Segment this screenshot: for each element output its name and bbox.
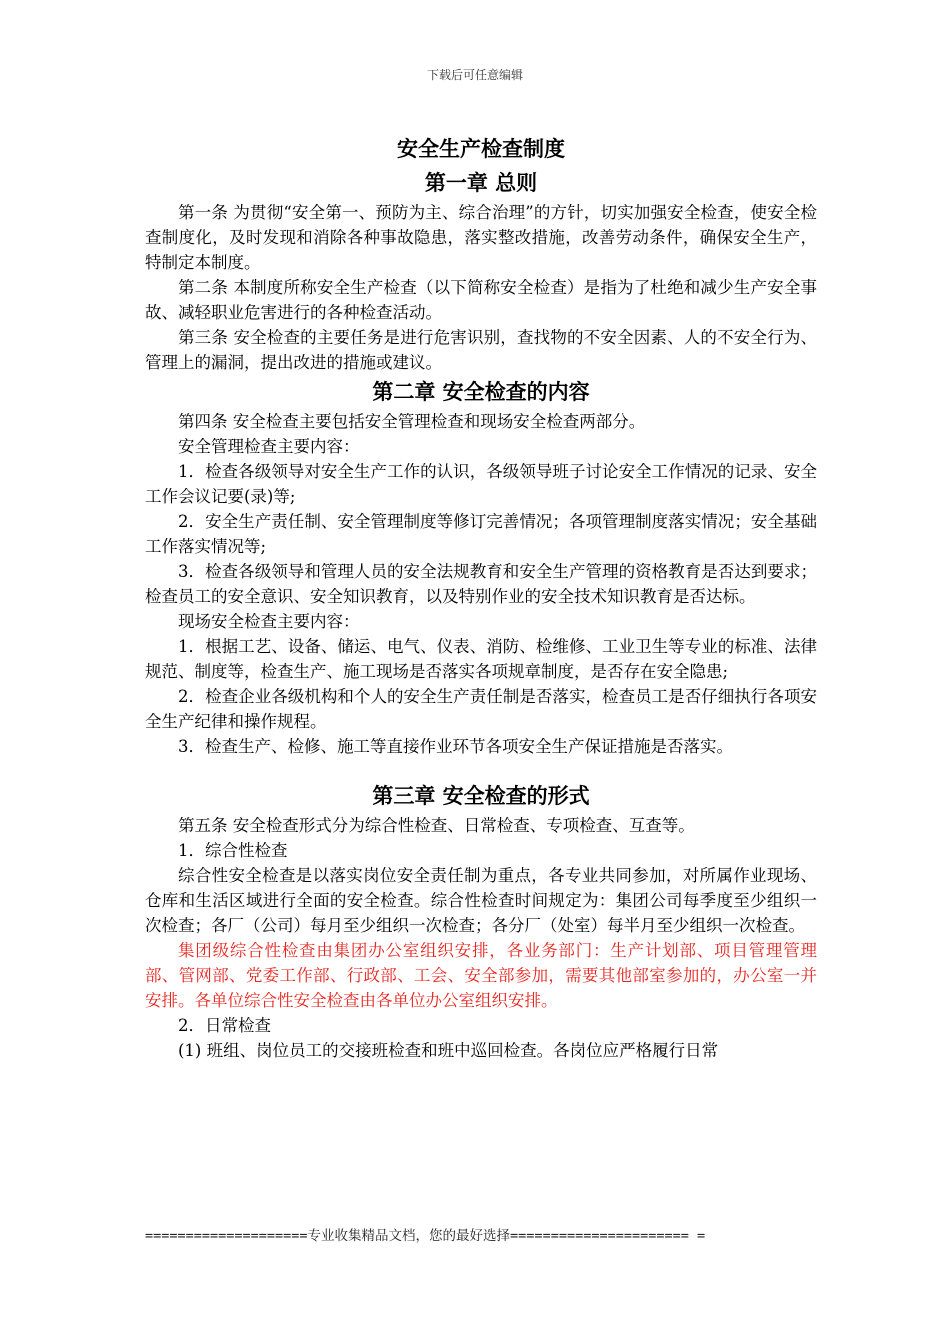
- daily-check-item-1: (1) 班组、岗位员工的交接班检查和班中巡回检查。各岗位应严格履行日常: [178, 1041, 719, 1060]
- document-title: 安全生产检查制度: [397, 137, 565, 161]
- site-check-label: 现场安全检查主要内容：: [178, 612, 360, 631]
- comprehensive-check-desc: 综合性安全检查是以落实岗位安全责任制为重点，各专业共同参加，对所属作业现场、仓库和生活区域进行全面的安全检查。综合性检查时间规定为：集团公司每季度至少组织一次检查；各厂（公司）每月至少组织一次检查；各分厂（处室）每半月至少组织一次检查。: [145, 866, 817, 935]
- article-1: 第一条 为贯彻“安全第一、预防为主、综合治理”的方针，切实加强安全检查，使安全检查制度化，及时发现和消除各种事故隐患，落实整改措施，改善劳动条件，确保安全生产，特制定本制度。: [145, 203, 817, 272]
- site-item-1: 1．根据工艺、设备、储运、电气、仪表、消防、检维修、工业卫生等专业的标准、法律规范、制度等，检查生产、施工现场是否落实各项规章制度，是否存在安全隐患;: [145, 637, 817, 681]
- article-2: 第二条 本制度所称安全生产检查（以下简称安全检查）是指为了杜绝和减少生产安全事故、减轻职业危害进行的各种检查活动。: [145, 278, 817, 322]
- management-check-label: 安全管理检查主要内容：: [178, 437, 360, 456]
- chapter-3-heading: 第三章 安全检查的形式: [372, 784, 590, 808]
- page-footer: ====================专业收集精品文档，您的最好选择====================== =: [145, 1228, 706, 1244]
- site-item-2: 2．检查企业各级机构和个人的安全生产责任制是否落实，检查员工是否仔细执行各项安全生产纪律和操作规程。: [145, 687, 817, 731]
- management-item-1: 1．检查各级领导对安全生产工作的认识，各级领导班子讨论安全工作情况的记录、安全工作会议记要(录)等;: [145, 462, 817, 506]
- management-item-3: 3．检查各级领导和管理人员的安全法规教育和安全生产管理的资格教育是否达到要求；检查员工的安全意识、安全知识教育，以及特别作业的安全技术知识教育是否达标。: [145, 562, 817, 606]
- chapter-1-heading: 第一章 总则: [424, 171, 538, 195]
- chapter-2-heading: 第二章 安全检查的内容: [372, 380, 590, 404]
- group-check-arrangement: 集团级综合性检查由集团办公室组织安排，各业务部门：生产计划部、项目管理管理部、管网部、党委工作部、行政部、工会、安全部参加，需要其他部室参加的，办公室一并安排。各单位综合性安全检查由各单位办公室组织安排。: [145, 941, 817, 1010]
- comprehensive-check-label: 1．综合性检查: [178, 841, 288, 860]
- article-4: 第四条 安全检查主要包括安全管理检查和现场安全检查两部分。: [178, 412, 646, 431]
- page-header: 下载后可任意编辑: [426, 68, 523, 82]
- site-item-3: 3．检查生产、检修、施工等直接作业环节各项安全生产保证措施是否落实。: [178, 737, 733, 756]
- article-3: 第三条 安全检查的主要任务是进行危害识别，查找物的不安全因素、人的不安全行为、管理上的漏洞，提出改进的措施或建议。: [145, 328, 817, 372]
- article-5: 第五条 安全检查形式分为综合性检查、日常检查、专项检查、互查等。: [178, 816, 695, 835]
- daily-check-label: 2．日常检查: [178, 1016, 271, 1035]
- document-body: [145, 132, 817, 1063]
- management-item-2: 2．安全生产责任制、安全管理制度等修订完善情况；各项管理制度落实情况；安全基础工作落实情况等;: [145, 512, 817, 556]
